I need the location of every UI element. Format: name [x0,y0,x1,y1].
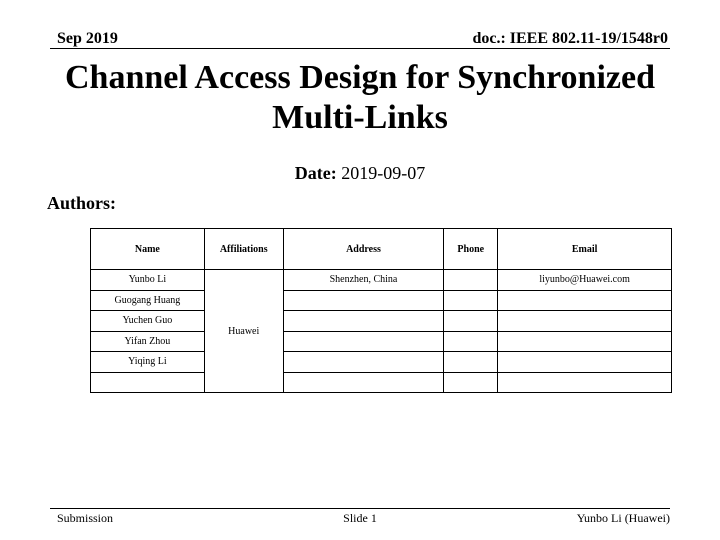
footer-divider [50,508,670,509]
header-phone: Phone [444,229,498,270]
table-row [91,331,672,352]
cell-phone [444,331,498,352]
cell-email [498,331,672,352]
cell-name: Yifan Zhou [91,331,205,352]
slide-title [20,58,700,138]
header-affiliations: Affiliations [204,229,283,270]
footer-slide-number: Slide 1 [343,511,377,525]
cell-name: Yiqing Li [91,352,205,373]
footer-submission: Submission [57,511,114,525]
header-divider [50,48,670,49]
table-row [91,290,672,311]
table-row [91,352,672,373]
header-email: Email [498,229,672,270]
cell-address: Shenzhen, China [283,270,444,291]
cell-email [498,311,672,332]
cell-email [498,290,672,311]
date-value: 2019-09-07 [341,163,426,183]
cell-phone [444,270,498,291]
table-header-row [91,229,672,270]
authors-heading: Authors: [47,193,117,213]
authors-table [90,228,672,393]
date-line [0,163,720,184]
cell-name: Yunbo Li [91,270,205,291]
header-doc-id: doc.: IEEE 802.11-19/1548r0 [472,30,668,47]
cell-phone [444,372,498,393]
cell-address [283,311,444,332]
cell-email [498,352,672,373]
table-row [91,372,672,393]
header-address: Address [283,229,444,270]
cell-phone [444,290,498,311]
cell-name: Guogang Huang [91,290,205,311]
cell-address [283,290,444,311]
cell-address [283,372,444,393]
header-name: Name [91,229,205,270]
cell-address [283,352,444,373]
cell-name: Yuchen Guo [91,311,205,332]
header-date: Sep 2019 [57,30,118,47]
cell-address [283,331,444,352]
cell-phone [444,352,498,373]
cell-affiliation: Huawei [204,270,283,393]
table-row [91,270,672,291]
table-row [91,311,672,332]
cell-email [498,372,672,393]
cell-email: liyunbo@Huawei.com [498,270,672,291]
title-line-1: Channel Access Design for Synchronized [64,59,655,96]
date-label: Date: [294,163,337,183]
cell-name [91,372,205,393]
title-line-2: Multi-Links [272,99,448,136]
cell-phone [444,311,498,332]
footer-author: Yunbo Li (Huawei) [576,511,670,525]
